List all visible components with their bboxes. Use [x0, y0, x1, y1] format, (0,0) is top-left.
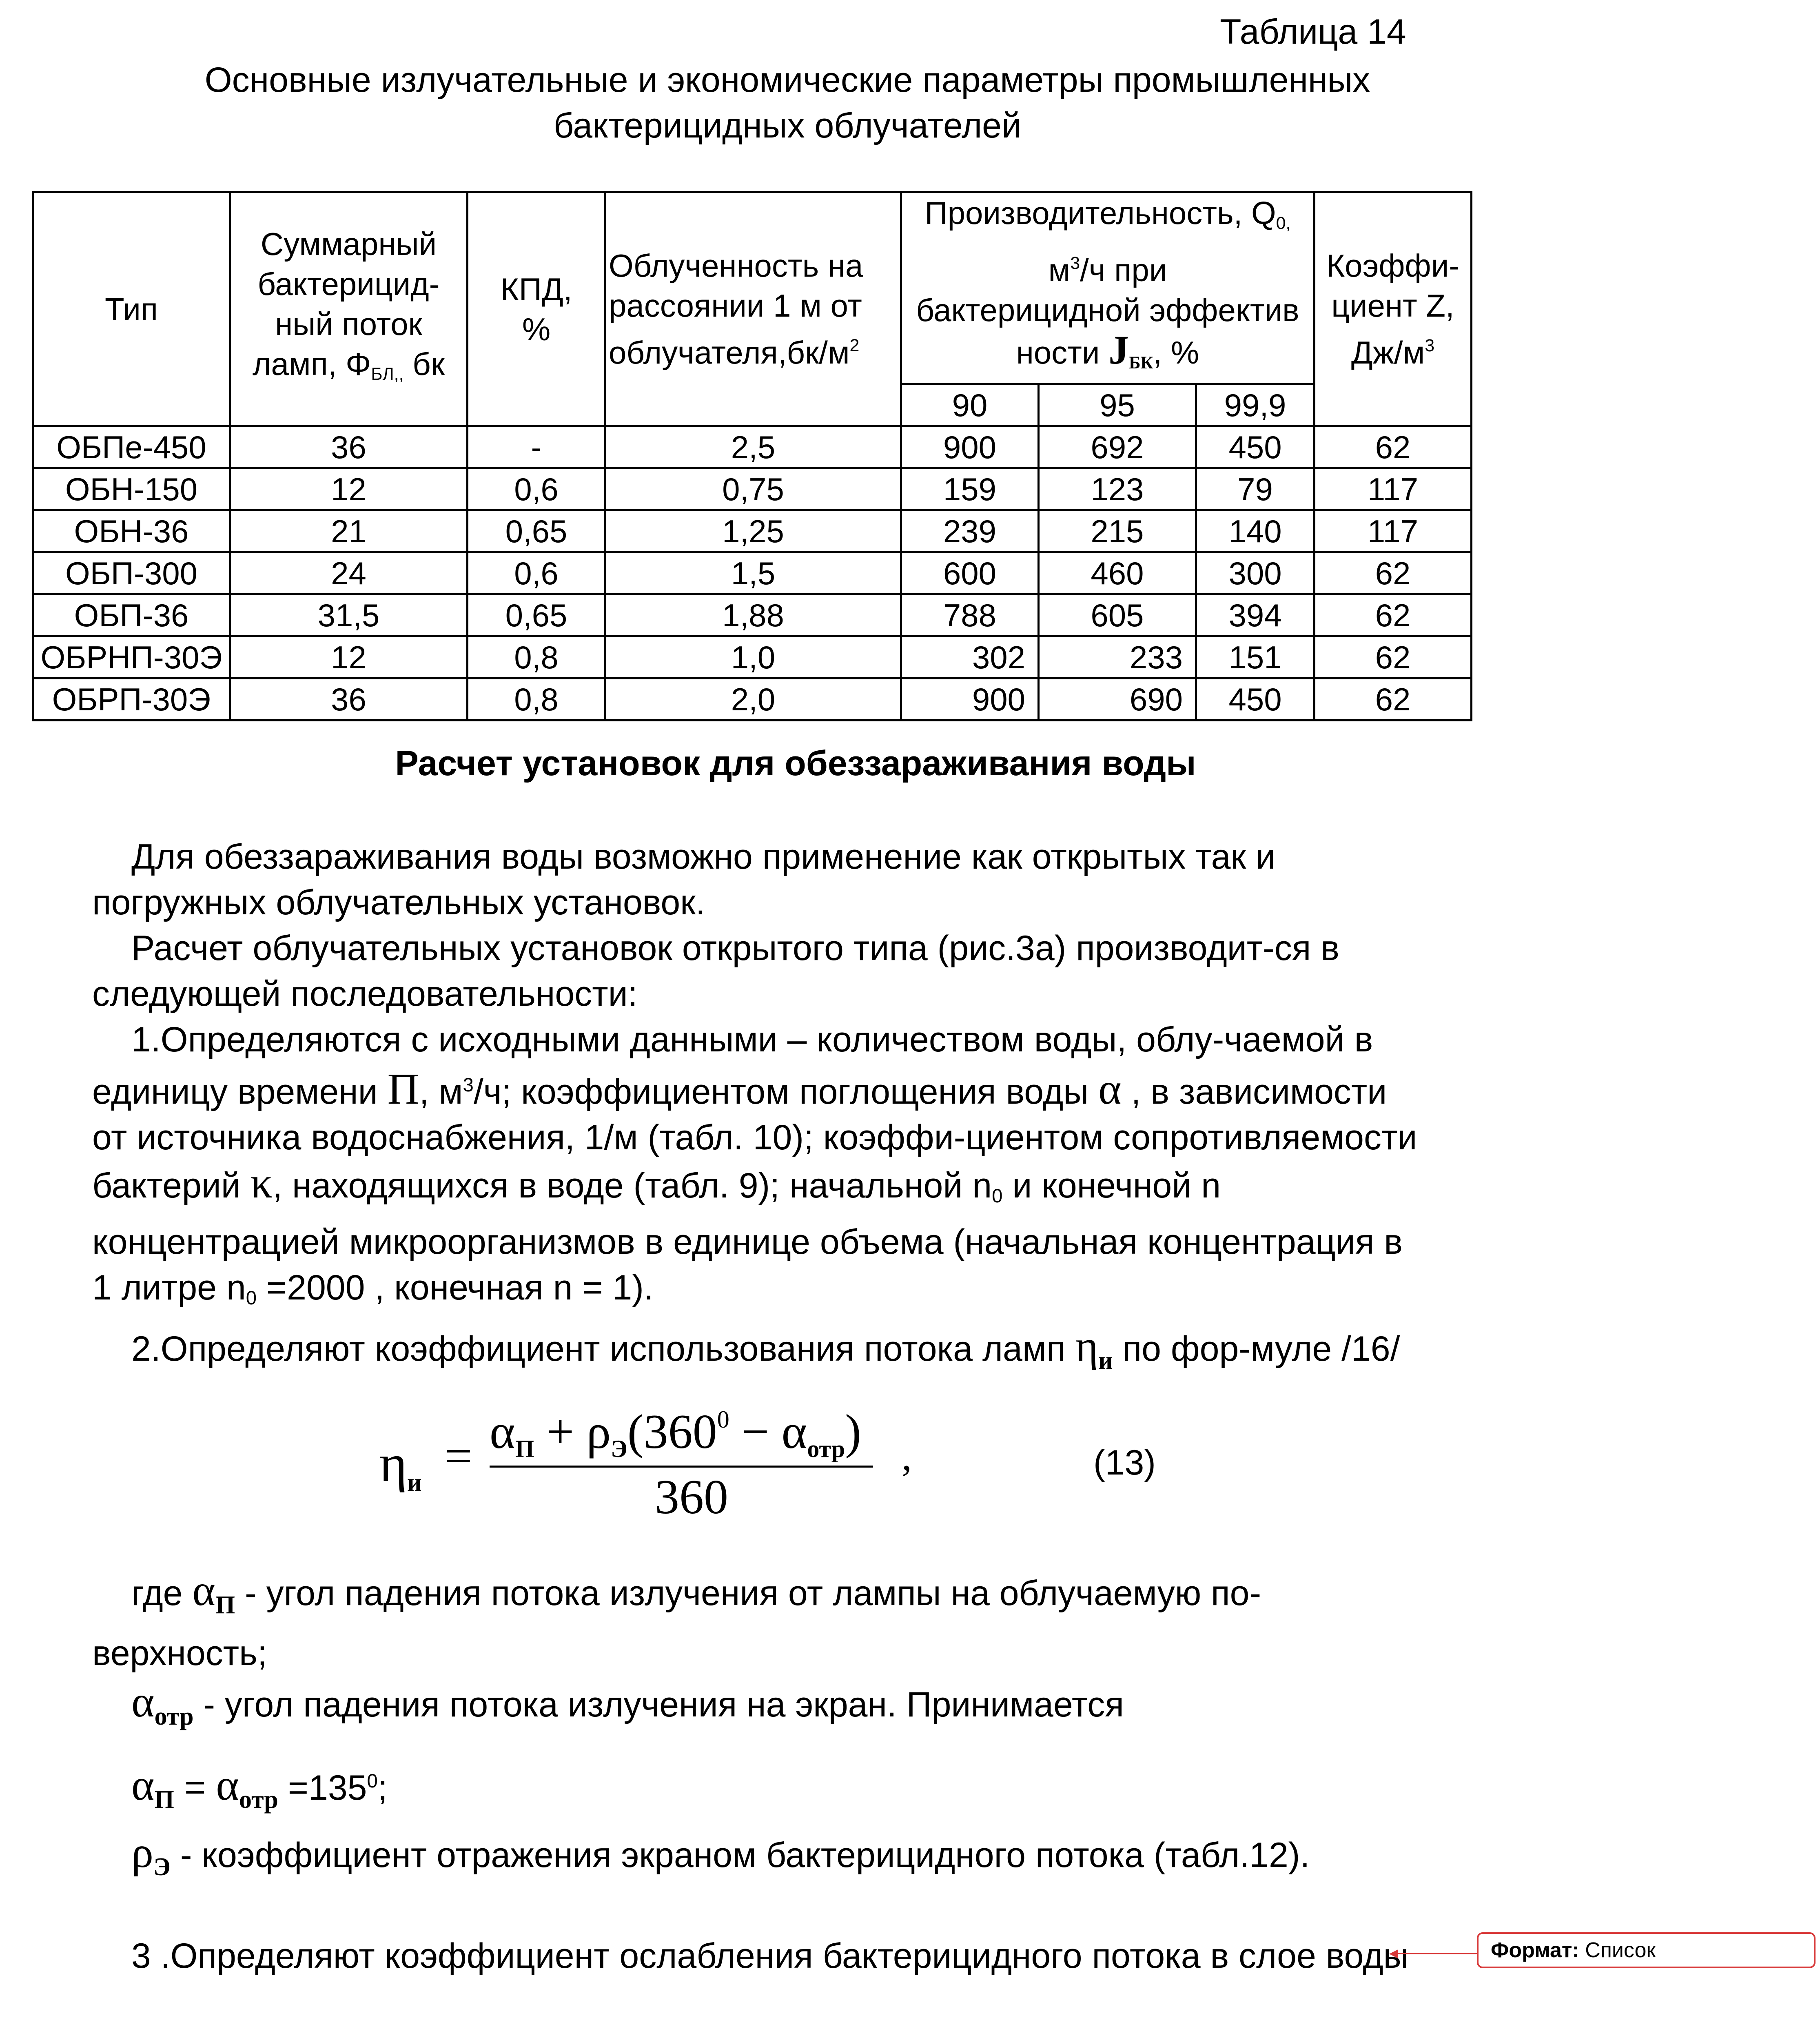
table-cell: 1,5 [605, 552, 901, 594]
header-flux-sub: БЛ,, [371, 364, 404, 384]
table-cell: 151 [1196, 636, 1315, 679]
symbol-eta-sub: и [1098, 1347, 1113, 1375]
header-irr-l2: рассоянии 1 м от [609, 288, 862, 324]
table-row [33, 594, 1472, 636]
table-cell: 62 [1315, 594, 1472, 636]
table-cell: 62 [1315, 426, 1472, 468]
header-prod-l2: /ч при [1080, 252, 1167, 288]
header-prod-sup: 3 [1070, 253, 1080, 273]
header-coef [1315, 192, 1472, 426]
header-flux-l2: бактерицид- [257, 266, 440, 302]
p3-g: =2000 , конечная n = 1). [257, 1268, 654, 1307]
fraction-line [490, 1466, 873, 1468]
table-cell: 394 [1196, 594, 1315, 636]
table-title-line2: бактерицидных облучателей [553, 106, 1022, 145]
table-cell: 605 [1039, 594, 1196, 636]
header-prod-l4: ности [1016, 335, 1109, 370]
formula-equals: = [445, 1429, 472, 1483]
header-flux-l4: ламп, Φ [253, 346, 371, 382]
p3-a: 1.Определяются с исходными данными – количеством воды, облу-чаемой в единицу времени [92, 1020, 1373, 1111]
paragraph-5-text: 3 .Определяют коэффициент ослабления бактерицидного потока в слое воды [131, 1936, 1409, 1976]
where-2 [92, 1679, 1418, 1739]
table-row [33, 636, 1472, 679]
where3-eq: = [174, 1767, 216, 1808]
where1-b: - угол падения потока излучения от лампы на облучаемую по-верхность; [92, 1574, 1261, 1673]
num-alpha: α [490, 1404, 515, 1459]
table-cell: ОБРНП-30Э [33, 636, 230, 679]
header-flux-l3: ный поток [275, 306, 422, 342]
num-rho: + ρ [534, 1404, 611, 1459]
where1-sub: П [215, 1591, 235, 1619]
header-kpd-l1: КПД, [500, 271, 572, 307]
table-cell: 140 [1196, 510, 1315, 552]
comment-connector [1395, 1953, 1477, 1954]
formula-13 [379, 1404, 951, 1526]
p3-f: и конечной n концентрацией микроорганизмов в единице объема (начальная концентрация в 1 литре n [92, 1166, 1403, 1307]
table-cell: 690 [1039, 679, 1196, 721]
where-3 [92, 1758, 1418, 1823]
paragraph-5 [92, 1933, 1418, 1979]
header-irr-sup: 2 [849, 336, 860, 355]
num-360: (360 [627, 1404, 717, 1459]
where1-alpha: α [192, 1566, 216, 1615]
comment-value: Список [1579, 1938, 1656, 1962]
table-cell: 2,0 [605, 679, 901, 721]
where3-alpha2: α [216, 1761, 239, 1809]
where3-sup: 0 [367, 1770, 378, 1792]
table-cell: ОБН-36 [33, 510, 230, 552]
table-cell: 692 [1039, 426, 1196, 468]
table-cell: 900 [901, 426, 1039, 468]
header-coef-l3: Дж/м [1351, 335, 1425, 370]
header-flux-l1: Суммарный [260, 226, 437, 262]
header-productivity [901, 192, 1315, 384]
header-prod-J-sub: БК [1129, 353, 1153, 373]
header-flux [230, 192, 468, 426]
table-cell: - [468, 426, 605, 468]
table-cell: 24 [230, 552, 468, 594]
table-row [33, 510, 1472, 552]
table-row [33, 426, 1472, 468]
table-cell: 159 [901, 468, 1039, 510]
table-cell: 0,65 [468, 510, 605, 552]
header-prod-l3: бактерицидной эффектив [916, 292, 1299, 328]
symbol-eta: η [1075, 1322, 1098, 1370]
header-prod-sub: 0, [1276, 213, 1291, 233]
header-prod-l4-end: , % [1153, 335, 1199, 370]
paragraph-4 [92, 1321, 1418, 1386]
table-title-line1: Основные излучательные и экономические параметры промышленных [204, 60, 1370, 100]
where3-c: ; [377, 1768, 388, 1807]
num-alpha-otr-sub: отр [807, 1435, 845, 1462]
where-1 [92, 1567, 1418, 1677]
table-cell: 36 [230, 679, 468, 721]
table-cell: 21 [230, 510, 468, 552]
table-cell: 450 [1196, 426, 1315, 468]
p3-c: /ч; коэффициентом поглощения воды [473, 1072, 1099, 1111]
symbol-kappa: κ [250, 1159, 273, 1207]
num-alpha-otr: − α [729, 1404, 807, 1459]
table-row [33, 679, 1472, 721]
where3-b: =135 [278, 1768, 367, 1807]
num-close: ) [845, 1404, 862, 1459]
table-cell: 239 [901, 510, 1039, 552]
table-cell: 117 [1315, 510, 1472, 552]
where2-b: - угол падения потока излучения на экран. Принимается [193, 1685, 1124, 1724]
header-eff-90: 90 [901, 384, 1039, 426]
body-text [92, 834, 1418, 1386]
table-cell: 233 [1039, 636, 1196, 679]
table-cell: 788 [901, 594, 1039, 636]
symbol-alpha: α [1098, 1065, 1122, 1113]
where4-sub: Э [153, 1853, 171, 1881]
header-kpd-l2: % [522, 311, 551, 347]
paragraph-2: Расчет облучательных установок открытого типа (рис.3а) производит-ся в следующей последовательности: [92, 929, 1339, 1013]
formula-number: (13) [1093, 1443, 1156, 1482]
symbol-pi: Π [387, 1065, 419, 1113]
table-cell: 0,65 [468, 594, 605, 636]
where3-sub1: П [154, 1786, 174, 1814]
where3-sub2: отр [239, 1786, 278, 1814]
table-cell: 79 [1196, 468, 1315, 510]
formula-denominator: 360 [655, 1470, 728, 1524]
header-coef-sup: 3 [1425, 336, 1435, 355]
table-row [33, 552, 1472, 594]
table-cell: 1,88 [605, 594, 901, 636]
table-cell: 12 [230, 468, 468, 510]
table-cell: ОБП-36 [33, 594, 230, 636]
table-cell: 0,6 [468, 552, 605, 594]
table-cell: 62 [1315, 636, 1472, 679]
header-flux-unit: бк [403, 346, 445, 382]
format-comment-balloon[interactable] [1477, 1932, 1816, 1968]
table-cell: 36 [230, 426, 468, 468]
num-rho-sub: Э [611, 1435, 627, 1462]
table-cell: 62 [1315, 552, 1472, 594]
where-4 [92, 1829, 1418, 1891]
header-eff-999: 99,9 [1196, 384, 1315, 426]
table-cell: 1,0 [605, 636, 901, 679]
table-cell: 2,5 [605, 426, 901, 468]
header-irr-l3: облучателя,бк/м [609, 335, 850, 370]
table-cell: 600 [901, 552, 1039, 594]
formula-lhs [379, 1433, 422, 1497]
table-cell: 31,5 [230, 594, 468, 636]
p3-e: , находящихся в воде (табл. 9); начальной n [273, 1166, 992, 1205]
where4-rho: ρ [131, 1828, 153, 1877]
table-cell: ОБПе-450 [33, 426, 230, 468]
num-alpha-sub: П [515, 1435, 534, 1462]
header-type: Тип [33, 192, 230, 426]
where3-alpha1: α [131, 1761, 155, 1809]
p3-e-sub: 0 [992, 1185, 1003, 1207]
table-cell: ОБН-150 [33, 468, 230, 510]
header-eff-95: 95 [1039, 384, 1196, 426]
p3-b: , м [419, 1072, 463, 1111]
table-cell: 0,75 [605, 468, 901, 510]
header-coef-l2: циент Z, [1331, 288, 1454, 324]
table-cell: 0,8 [468, 636, 605, 679]
p3-d: , в зависимости от источника водоснабжения, 1/м (табл. 10); коэффи-циентом сопротивляемости бактерий [92, 1072, 1417, 1205]
formula-comma: , [902, 1434, 912, 1479]
where2-alpha: α [131, 1678, 155, 1726]
table-cell: 900 [901, 679, 1039, 721]
p4-b: по фор-муле /16/ [1113, 1329, 1400, 1368]
table-cell: 62 [1315, 679, 1472, 721]
table-cell: 302 [901, 636, 1039, 679]
table-cell: 460 [1039, 552, 1196, 594]
paragraph-1: Для обеззараживания воды возможно применение как открытых так и погружных облучательных установок. [92, 837, 1276, 922]
formula-numerator [490, 1404, 861, 1463]
where4-b: - коэффициент отражения экраном бактерицидного потока (табл.12). [170, 1836, 1310, 1875]
formula-eta: η [379, 1434, 407, 1493]
header-irr-l1: Облученность на [609, 248, 863, 284]
p4-a: 2.Определяют коэффициент использования потока ламп [131, 1329, 1075, 1368]
p3-f-sub: 0 [246, 1287, 257, 1309]
header-coef-l1: Коэффи- [1326, 248, 1460, 284]
table-row [33, 468, 1472, 510]
p3-b-sup: 3 [463, 1074, 474, 1096]
section-heading: Расчет установок для обеззараживания воды [395, 744, 1196, 783]
table-cell: 123 [1039, 468, 1196, 510]
table-cell: 215 [1039, 510, 1196, 552]
comment-label: Формат: [1491, 1938, 1579, 1962]
table-cell: 12 [230, 636, 468, 679]
header-kpd [468, 192, 605, 426]
where2-sub: отр [154, 1703, 194, 1730]
paragraph-3 [92, 1017, 1418, 1321]
formula-eta-sub: и [407, 1469, 422, 1497]
table-cell: 450 [1196, 679, 1315, 721]
where1-a: где [131, 1574, 193, 1613]
header-irradiance [605, 192, 901, 426]
table-label: Таблица 14 [1220, 12, 1406, 51]
table-cell: 0,6 [468, 468, 605, 510]
header-prod-l1: Производительность, Q [924, 195, 1276, 231]
table-cell: 0,8 [468, 679, 605, 721]
num-deg: 0 [717, 1406, 729, 1433]
parameters-table [32, 191, 1472, 721]
header-prod-J: J [1108, 327, 1129, 373]
header-prod-m: м [1048, 252, 1071, 288]
table-cell: 300 [1196, 552, 1315, 594]
table-cell: ОБП-300 [33, 552, 230, 594]
table-cell: 1,25 [605, 510, 901, 552]
table-cell: 117 [1315, 468, 1472, 510]
table-cell: ОБРП-30Э [33, 679, 230, 721]
